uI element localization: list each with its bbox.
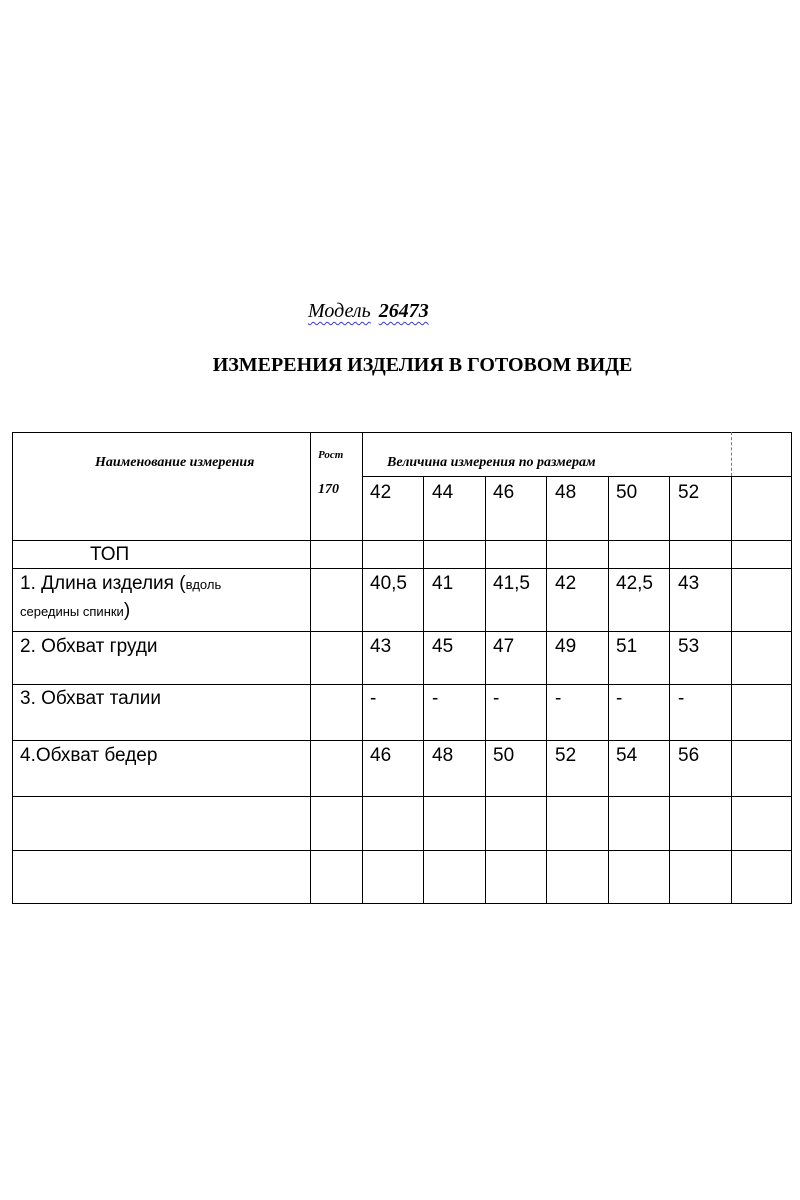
table-cell: 43 xyxy=(370,636,392,657)
row-name-main: 1. Длина изделия ( xyxy=(20,573,186,594)
row-divider xyxy=(12,631,792,632)
table-cell: 42,5 xyxy=(616,573,653,594)
column-divider xyxy=(546,476,547,904)
column-divider xyxy=(362,432,363,904)
row-divider xyxy=(12,796,792,797)
document-title: ИЗМЕРЕНИЯ ИЗДЕЛИЯ В ГОТОВОМ ВИДЕ xyxy=(212,354,633,376)
table-cell: 40,5 xyxy=(370,573,407,594)
row-name-small: вдоль xyxy=(185,577,222,592)
row-divider xyxy=(12,684,792,685)
table-cell: 54 xyxy=(616,745,638,766)
row-name-line2 xyxy=(20,600,130,622)
column-divider xyxy=(423,476,424,904)
column-divider xyxy=(669,476,670,904)
row-divider xyxy=(12,850,792,851)
table-cell: 47 xyxy=(493,636,515,657)
size-header: 46 xyxy=(493,482,515,503)
table-cell: 41 xyxy=(432,573,454,594)
table-cell: - xyxy=(616,688,623,709)
row-name: 4.Обхват бедер xyxy=(20,745,158,766)
size-header: 50 xyxy=(616,482,638,503)
header-name: Наименование измерения xyxy=(95,455,255,470)
table-cell: - xyxy=(370,688,377,709)
table-cell: 46 xyxy=(370,745,392,766)
table-cell: 42 xyxy=(555,573,577,594)
row-name xyxy=(20,573,221,595)
column-divider xyxy=(731,476,732,904)
table-cell: 50 xyxy=(493,745,515,766)
size-header: 52 xyxy=(678,482,700,503)
table-cell: 56 xyxy=(678,745,700,766)
model-word: Модель xyxy=(308,300,371,322)
row-divider xyxy=(12,568,792,569)
table-cell: 49 xyxy=(555,636,577,657)
table-cell: 41,5 xyxy=(493,573,530,594)
model-label xyxy=(308,300,429,323)
size-header: 44 xyxy=(432,482,454,503)
table-cell: 52 xyxy=(555,745,577,766)
model-number: 26473 xyxy=(378,300,429,322)
table-cell: 51 xyxy=(616,636,638,657)
section-label: ТОП xyxy=(90,544,130,565)
row-divider xyxy=(12,540,792,541)
header-sizes-label: Величина измерения по размерам xyxy=(387,455,596,470)
header-height-value: 170 xyxy=(318,482,339,497)
table-cell: - xyxy=(493,688,500,709)
row-name: 2. Обхват груди xyxy=(20,636,158,657)
row-name: 3. Обхват талии xyxy=(20,688,162,709)
header-divider xyxy=(362,476,792,477)
column-divider-dashed xyxy=(731,432,732,476)
row-name-close: ) xyxy=(123,600,131,621)
column-divider xyxy=(608,476,609,904)
table-cell: - xyxy=(432,688,439,709)
table-cell: 53 xyxy=(678,636,700,657)
table-cell: 48 xyxy=(432,745,454,766)
size-header: 48 xyxy=(555,482,577,503)
header-height-label: Рост xyxy=(318,449,344,461)
table-cell: - xyxy=(555,688,562,709)
table-frame xyxy=(12,432,792,904)
row-name-line2-text: середины спинки xyxy=(20,604,124,619)
table-cell: 43 xyxy=(678,573,700,594)
table-cell: 45 xyxy=(432,636,454,657)
column-divider xyxy=(310,432,311,904)
table-cell: - xyxy=(678,688,685,709)
column-divider xyxy=(485,476,486,904)
row-divider xyxy=(12,740,792,741)
size-header: 42 xyxy=(370,482,392,503)
